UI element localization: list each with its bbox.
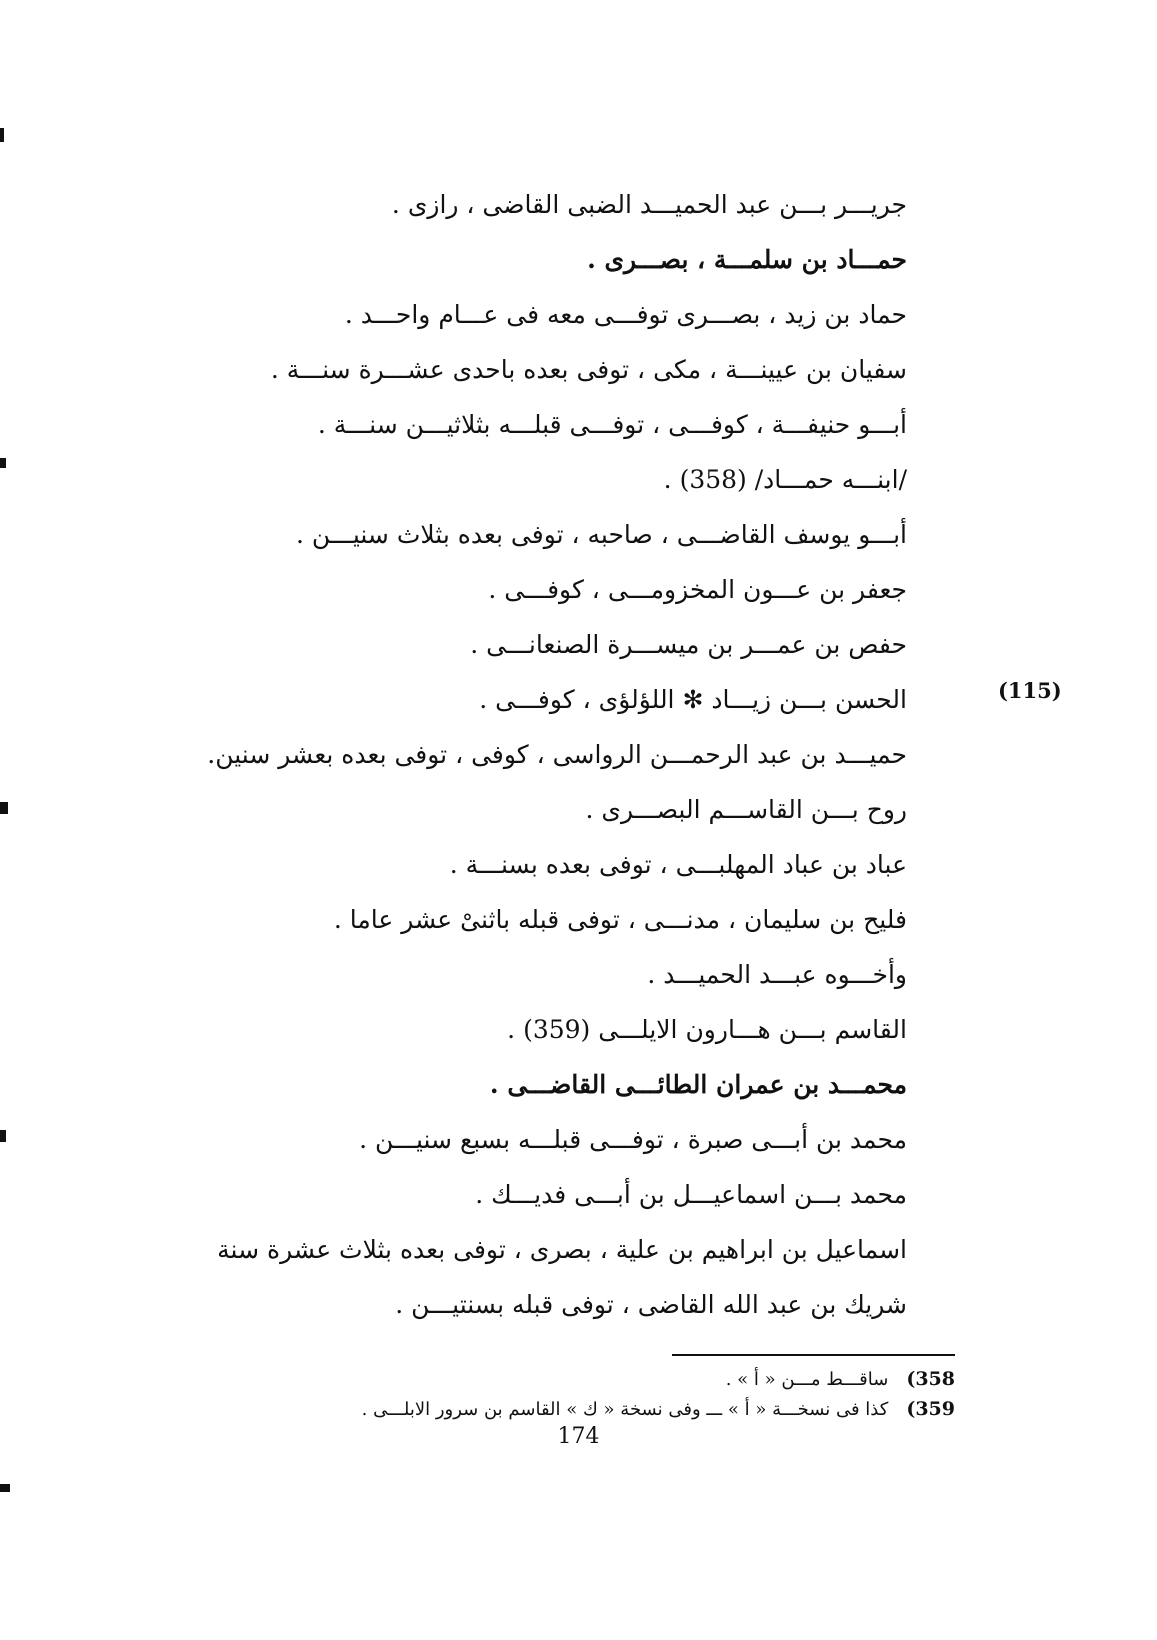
text-line: /ابنـــه حمـــاد/ (358) . xyxy=(663,465,907,494)
text-line: حماد بن زيد ، بصـــرى توفـــى معه فى عـــام واحـــد . xyxy=(344,300,907,329)
text-line: جريـــر بـــن عبد الحميـــد الضبى القاضى ، رازى . xyxy=(391,190,907,219)
text-line: محمد بن أبـــى صبرة ، توفـــى قبلـــه بسبع سنيـــن . xyxy=(359,1125,907,1154)
footnote xyxy=(362,1397,955,1422)
scan-edge-mark xyxy=(0,802,8,814)
text-line: شريك بن عبد الله القاضى ، توفى قبله بسنتيـــن . xyxy=(395,1290,907,1319)
scan-edge-mark xyxy=(0,1130,6,1142)
text-line: حفص بن عمـــر بن ميســـرة الصنعانـــى . xyxy=(470,630,907,659)
margin-number: (115) xyxy=(998,678,1062,703)
text-line: القاسم بـــن هـــارون الايلـــى (359) . xyxy=(507,1015,907,1044)
footnote-number: 358) xyxy=(906,1368,955,1390)
scan-edge-mark xyxy=(0,128,4,142)
text-line: محمد بـــن اسماعيـــل بن أبـــى فديـــك . xyxy=(475,1180,907,1209)
text-line: أبـــو حنيفـــة ، كوفـــى ، توفـــى قبلـــه بثلاثيـــن سنـــة . xyxy=(317,410,907,439)
scan-edge-mark xyxy=(0,1484,10,1492)
text-line: حميـــد بن عبد الرحمـــن الرواسى ، كوفى ، توفى بعده بعشر سنين. xyxy=(207,740,907,769)
text-line: محمـــد بن عمران الطائـــى القاضـــى . xyxy=(489,1070,907,1099)
footnote-text: كذا فى نسخـــة « أ » ـــ وفى نسخة « ك » القاسم بن سرور الابلـــى . xyxy=(361,1399,889,1420)
text-line: سفيان بن عيينـــة ، مكى ، توفى بعده باحدى عشـــرة سنـــة . xyxy=(270,355,907,384)
text-line: أبـــو يوسف القاضـــى ، صاحبه ، توفى بعده بثلاث سنيـــن . xyxy=(295,520,907,549)
text-line: حمـــاد بن سلمـــة ، بصـــرى . xyxy=(587,245,907,274)
scan-edge-mark xyxy=(0,458,6,468)
text-line: فليح بن سليمان ، مدنـــى ، توفى قبله باثنىْ عشر عاما . xyxy=(333,905,907,934)
text-line: روح بـــن القاســـم البصـــرى . xyxy=(585,795,907,824)
text-line: عباد بن عباد المهلبـــى ، توفى بعده بسنـــة . xyxy=(449,850,907,879)
footnote-number: 359) xyxy=(906,1398,955,1420)
footnote-text: ساقـــط مـــن « أ » . xyxy=(725,1369,889,1390)
text-line: اسماعيل بن ابراهيم بن علية ، بصرى ، توفى بعده بثلاث عشرة سنة xyxy=(217,1235,907,1264)
page-number: 174 xyxy=(557,1424,600,1449)
text-line: جعفر بن عـــون المخزومـــى ، كوفـــى . xyxy=(488,575,907,604)
text-line: الحسن بـــن زيـــاد ✻ اللؤلؤى ، كوفـــى . xyxy=(479,685,907,714)
footnote xyxy=(726,1367,955,1392)
footnote-separator xyxy=(672,1354,955,1356)
text-line: وأخـــوه عبـــد الحميـــد . xyxy=(647,960,907,989)
